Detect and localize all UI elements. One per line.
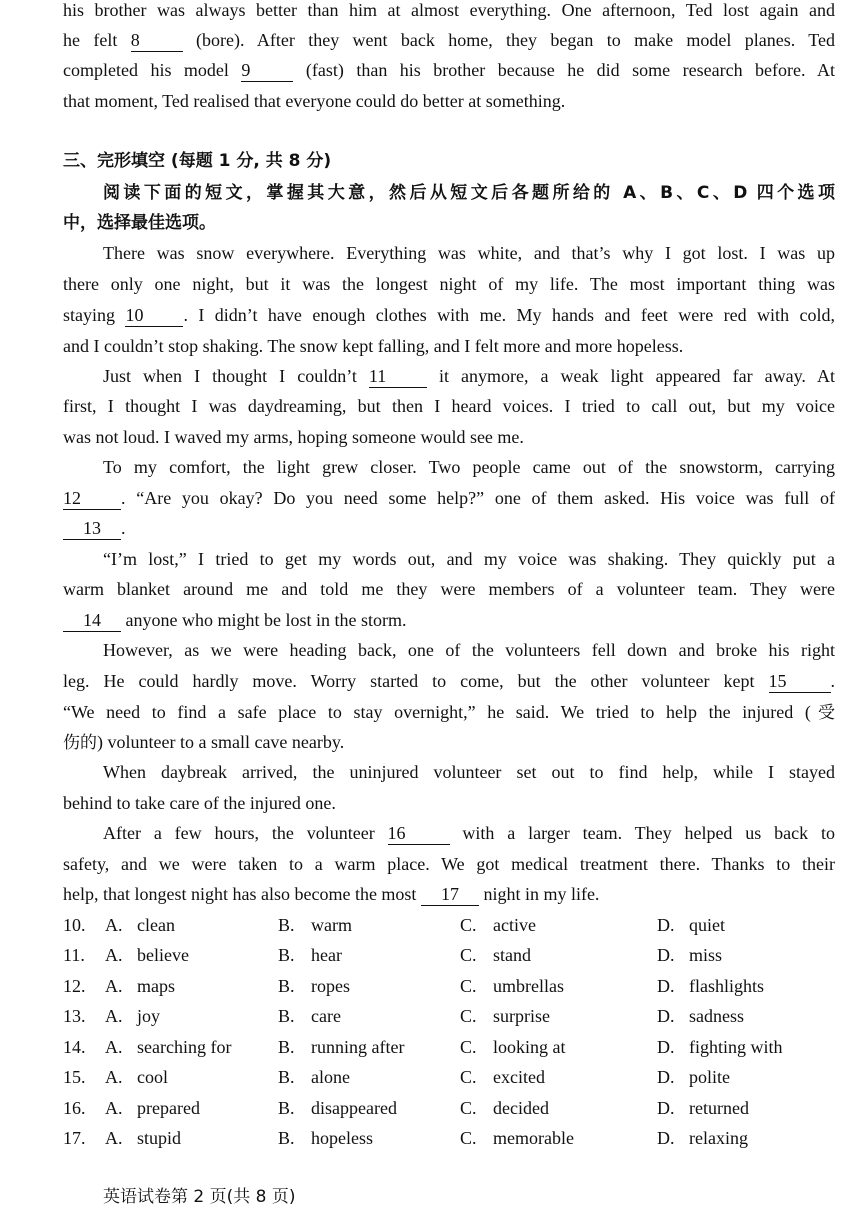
option-row [63,910,843,940]
text: first, I thought I was daydreaming, but then I heard voices. I tried to call out, but my voice [63,396,835,416]
section-instruction: 中，选择最佳选项。 [63,213,216,233]
section-heading: 三、完形填空 (每题 1 分, 共 8 分) [63,151,332,171]
question-number: 16. [63,1098,86,1118]
option-row [63,940,843,970]
text: . I didn’t have enough clothes with me. My hands and feet were red with cold, [183,305,835,325]
option-letter: D. [657,1006,675,1026]
text-line [63,727,835,758]
option-d: polite [689,1067,730,1087]
text: staying [63,305,126,325]
text: warm blanket around me and told me they were members of a volunteer team. They were [63,579,835,599]
blank-11: 11 [369,365,427,388]
blank-12: 12 [63,487,121,510]
question-number: 15. [63,1067,86,1087]
option-d: sadness [689,1006,744,1026]
option-letter: A. [105,945,123,965]
text: was not loud. I waved my arms, hoping someone would see me. [63,427,524,447]
option-a: maps [137,976,175,996]
option-letter: D. [657,976,675,996]
blank-9: 9 [241,59,293,82]
option-letter: B. [278,976,295,996]
option-letter: B. [278,915,295,935]
text-line [63,574,835,604]
option-row [63,1032,843,1062]
text: “We need to find a safe place to stay overnight,” he said. We tried to help the injured ( [63,702,811,722]
text-line [103,635,835,665]
text-line [63,483,835,513]
option-a: stupid [137,1128,182,1148]
blank-17: 17 [421,883,479,906]
option-a: joy [137,1006,161,1026]
option-letter: C. [460,915,477,935]
text-line [103,452,835,482]
text: However, as we were heading back, one of the volunteers fell down and broke his right [103,640,835,660]
text-line [63,300,835,330]
option-c: active [493,915,536,935]
option-letter: C. [460,1098,477,1118]
option-row [63,1062,843,1092]
blank-15: 15 [769,670,831,693]
option-letter: C. [460,1128,477,1148]
option-a: prepared [137,1098,200,1118]
blank-8: 8 [131,29,183,52]
question-number: 10. [63,915,86,935]
option-letter: A. [105,1037,123,1057]
option-c: umbrellas [493,976,564,996]
option-letter: A. [105,1098,123,1118]
option-b: disappeared [311,1098,397,1118]
option-letter: B. [278,945,295,965]
text-line [63,666,835,696]
option-letter: D. [657,1037,675,1057]
text-line [63,513,835,543]
option-letter: D. [657,915,675,935]
option-letter: A. [105,976,123,996]
option-b: alone [311,1067,350,1087]
text-line [63,879,835,909]
option-letter: A. [105,915,123,935]
option-b: care [311,1006,341,1026]
option-a: cool [137,1067,168,1087]
option-d: miss [689,945,723,965]
text: it anymore, a weak light appeared far away. At [426,366,835,386]
text-line [103,818,835,848]
text: with a larger team. They helped us back to [449,823,835,843]
option-b: ropes [311,976,350,996]
text: Just when I thought I couldn’t [103,366,369,386]
option-letter: D. [657,1067,675,1087]
option-c: decided [493,1098,549,1118]
text: . [830,671,835,691]
text: . [121,518,126,538]
option-c: memorable [493,1128,574,1148]
text: behind to take care of the injured one. [63,793,336,813]
option-letter: C. [460,976,477,996]
option-letter: C. [460,1037,477,1057]
text: completed his model [63,60,242,80]
text: (fast) than his brother because he did some research before. At [293,60,835,80]
text-line [63,605,835,635]
option-row [63,1001,843,1031]
option-letter: B. [278,1098,295,1118]
option-d: fighting with [689,1037,783,1057]
option-letter: C. [460,945,477,965]
text: “I’m lost,” I tried to get my words out, and my voice was shaking. They quickly put a [103,549,835,569]
text: and I couldn’t stop shaking. The snow kept falling, and I felt more and more hopeless. [63,336,684,356]
option-letter: A. [105,1006,123,1026]
text: anyone who might be lost in the storm. [121,610,407,630]
text-line [63,391,835,421]
text: his brother was always better than him at almost everything. One afternoon, Ted lost again and [63,0,835,20]
text-line [63,788,835,818]
option-b: hear [311,945,342,965]
text: After a few hours, the volunteer [103,823,388,843]
text-line [63,86,835,116]
option-c: excited [493,1067,545,1087]
option-letter: D. [657,1128,675,1148]
option-b: hopeless [311,1128,373,1148]
option-d: returned [689,1098,749,1118]
question-number: 17. [63,1128,86,1148]
option-c: looking at [493,1037,566,1057]
option-letter: B. [278,1067,295,1087]
text-line [63,55,835,85]
option-letter: D. [657,1098,675,1118]
text-line [63,697,835,728]
text-line [103,544,835,574]
text: he felt [63,30,131,50]
option-d: relaxing [689,1128,748,1148]
option-d: flashlights [689,976,764,996]
blank-10: 10 [125,304,183,327]
question-number: 14. [63,1037,86,1057]
option-b: warm [311,915,352,935]
blank-14: 14 [63,609,121,632]
question-number: 13. [63,1006,86,1026]
option-a: believe [137,945,189,965]
option-b: running after [311,1037,405,1057]
text: (bore). After they went back home, they began to make model planes. Ted [182,30,835,50]
text: night in my life. [478,884,600,904]
text-line [63,0,835,25]
option-letter: B. [278,1006,295,1026]
option-c: stand [493,945,531,965]
text: ) volunteer to a small cave nearby. [97,732,345,752]
text: . “Are you okay? Do you need some help?” one of them asked. His voice was full of [121,488,835,508]
text-line [103,757,835,787]
section-instruction: 阅读下面的短文，掌握其大意，然后从短文后各题所给的 A、B、C、D 四个选项 [103,183,835,203]
text-line [63,269,835,299]
option-letter: B. [278,1128,295,1148]
text: To my comfort, the light grew closer. Two people came out of the snowstorm, carrying [103,457,835,477]
option-row [63,1093,843,1123]
option-letter: D. [657,945,675,965]
option-letter: C. [460,1006,477,1026]
blank-16: 16 [388,822,450,845]
text: 受 [810,703,835,723]
text: there only one night, but it was the longest night of my life. The most important thing was [63,274,835,294]
text: leg. He could hardly move. Worry started to come, but the other volunteer kept [63,671,769,691]
option-letter: C. [460,1067,477,1087]
option-c: surprise [493,1006,550,1026]
option-a: searching for [137,1037,232,1057]
option-d: quiet [689,915,725,935]
option-row [63,971,843,1001]
question-number: 12. [63,976,86,996]
option-a: clean [137,915,175,935]
page-footer: 英语试卷第 2 页(共 8 页) [103,1187,296,1207]
text: that moment, Ted realised that everyone could do better at something. [63,91,566,111]
option-letter: A. [105,1067,123,1087]
text-line [103,238,835,268]
text-line [63,849,835,879]
text: safety, and we were taken to a warm place. We got medical treatment there. Thanks to their [63,854,835,874]
text-line [63,331,835,361]
text-line [63,422,835,452]
question-number: 11. [63,945,85,965]
blank-13: 13 [63,517,121,540]
option-row [63,1123,843,1153]
text-line [103,361,835,391]
text: 伤的 [63,733,97,753]
text: help, that longest night has also become the most [63,884,421,904]
option-letter: B. [278,1037,295,1057]
text: There was snow everywhere. Everything was white, and that’s why I got lost. I was up [103,243,835,263]
text: When daybreak arrived, the uninjured volunteer set out to find help, while I stayed [103,762,835,782]
text-line [63,25,835,55]
option-letter: A. [105,1128,123,1148]
